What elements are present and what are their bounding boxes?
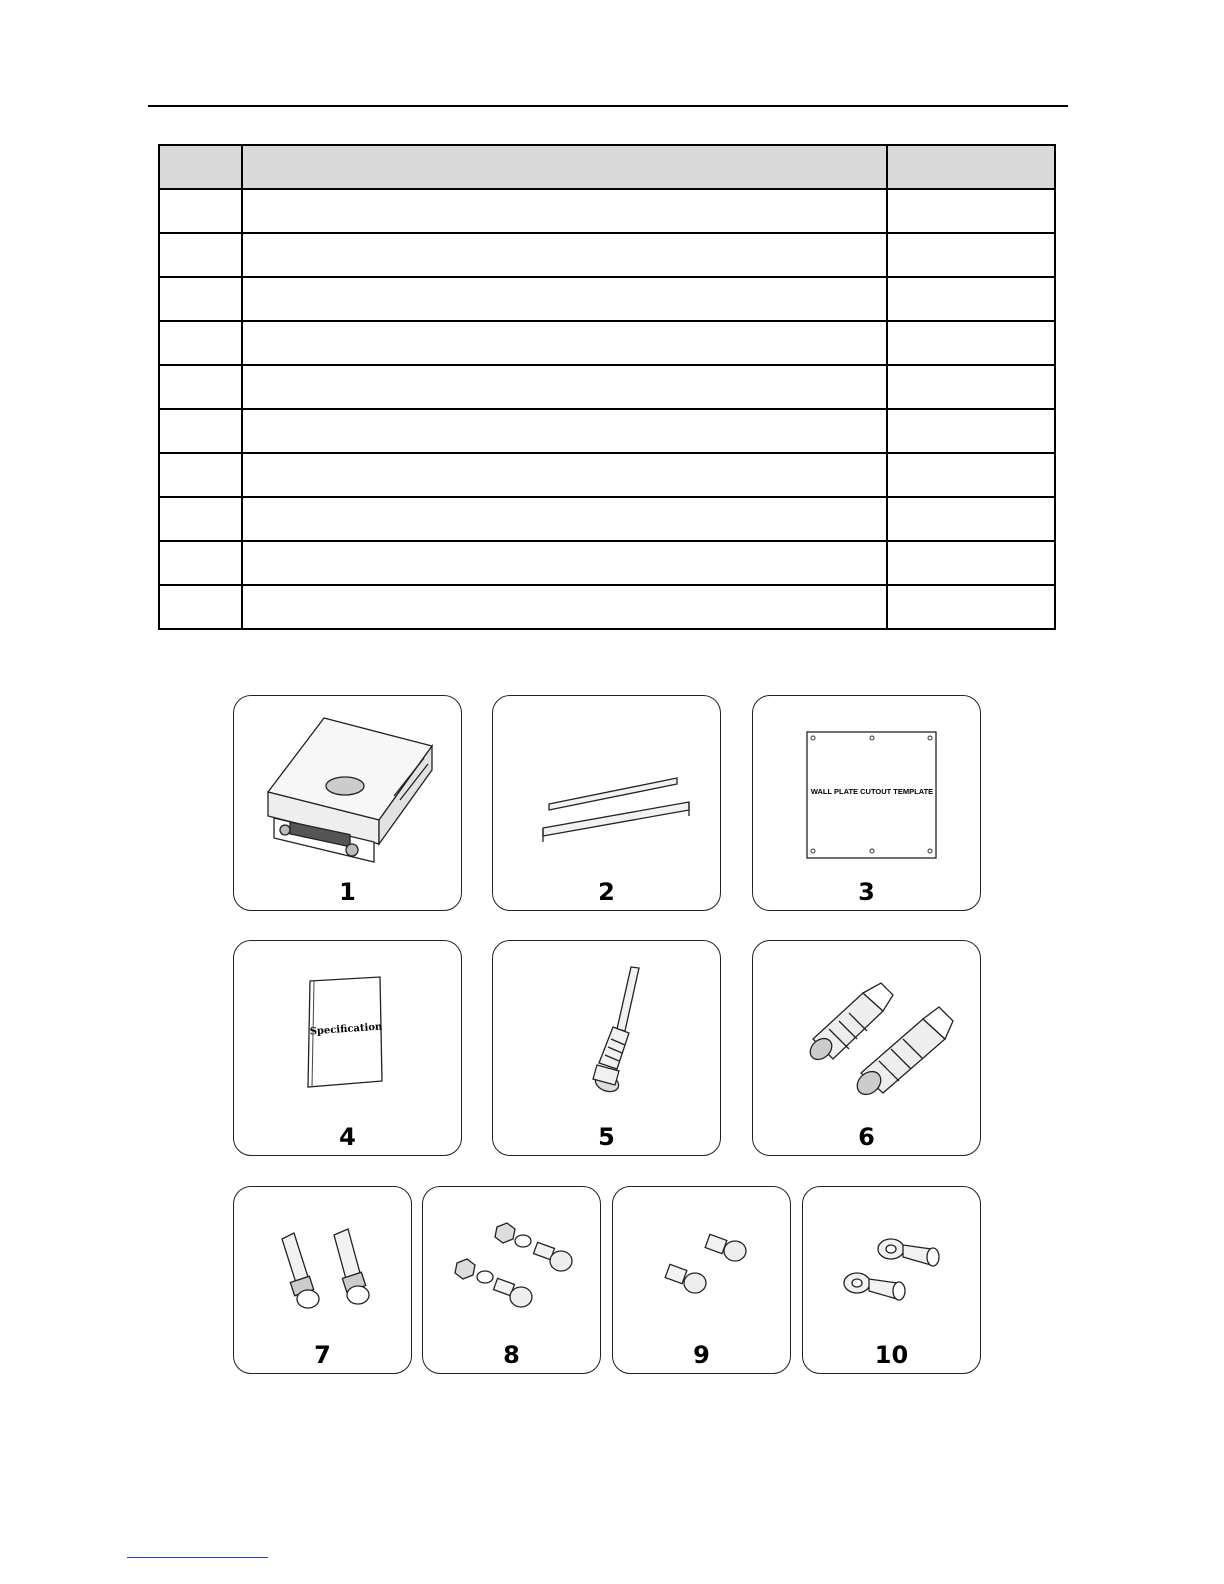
- cell-quantity: [887, 497, 1055, 541]
- cell-description: [242, 409, 887, 453]
- cell-quantity: [887, 409, 1055, 453]
- header-description: [242, 145, 887, 189]
- cell-quantity: [887, 453, 1055, 497]
- cell-no: [159, 321, 242, 365]
- table-row: [159, 277, 1055, 321]
- table-row: [159, 409, 1055, 453]
- item-tile-3: [752, 695, 981, 911]
- item-tile-5: [492, 940, 721, 1156]
- item-tile-1: [233, 695, 462, 911]
- cell-no: [159, 233, 242, 277]
- item-tile-6: [752, 940, 981, 1156]
- table-header-row: [159, 145, 1055, 189]
- item-tile-4: [233, 940, 462, 1156]
- table-row: [159, 497, 1055, 541]
- cell-description: [242, 189, 887, 233]
- item-number: 10: [874, 1341, 909, 1369]
- table-row: [159, 233, 1055, 277]
- item-number: 2: [598, 878, 615, 906]
- table-row: [159, 585, 1055, 629]
- item-number: 1: [339, 878, 356, 906]
- cell-quantity: [887, 277, 1055, 321]
- cell-quantity: [887, 541, 1055, 585]
- cell-no: [159, 409, 242, 453]
- item-number: 9: [693, 1341, 710, 1369]
- cell-no: [159, 585, 242, 629]
- table-row: [159, 321, 1055, 365]
- cell-no: [159, 541, 242, 585]
- cell-description: [242, 365, 887, 409]
- cell-quantity: [887, 365, 1055, 409]
- template-label: WALL PLATE CUTOUT TEMPLATE: [810, 787, 934, 796]
- header-rule: [148, 105, 1068, 107]
- table-row: [159, 541, 1055, 585]
- cell-no: [159, 277, 242, 321]
- cell-quantity: [887, 233, 1055, 277]
- cell-no: [159, 497, 242, 541]
- item-number: 4: [339, 1123, 356, 1151]
- cell-no: [159, 453, 242, 497]
- item-tile-7: [233, 1186, 412, 1374]
- cell-quantity: [887, 321, 1055, 365]
- item-number: 3: [858, 878, 875, 906]
- table-row: [159, 365, 1055, 409]
- footnote-rule: [127, 1557, 268, 1558]
- cell-description: [242, 585, 887, 629]
- item-tile-2: [492, 695, 721, 911]
- item-tile-8: [422, 1186, 601, 1374]
- item-number: 8: [503, 1341, 520, 1369]
- cell-description: [242, 321, 887, 365]
- manual-label: Specification: [309, 1021, 383, 1038]
- cell-description: [242, 497, 887, 541]
- cell-no: [159, 365, 242, 409]
- cell-description: [242, 233, 887, 277]
- cell-description: [242, 453, 887, 497]
- table-row: [159, 453, 1055, 497]
- table-row: [159, 189, 1055, 233]
- cell-description: [242, 541, 887, 585]
- cell-description: [242, 277, 887, 321]
- parts-table: [158, 144, 1056, 630]
- item-tile-9: [612, 1186, 791, 1374]
- cell-quantity: [887, 585, 1055, 629]
- item-number: 6: [858, 1123, 875, 1151]
- header-quantity: [887, 145, 1055, 189]
- item-number: 7: [314, 1341, 331, 1369]
- item-tile-10: [802, 1186, 981, 1374]
- cell-quantity: [887, 189, 1055, 233]
- cell-no: [159, 189, 242, 233]
- header-no: [159, 145, 242, 189]
- item-number: 5: [598, 1123, 615, 1151]
